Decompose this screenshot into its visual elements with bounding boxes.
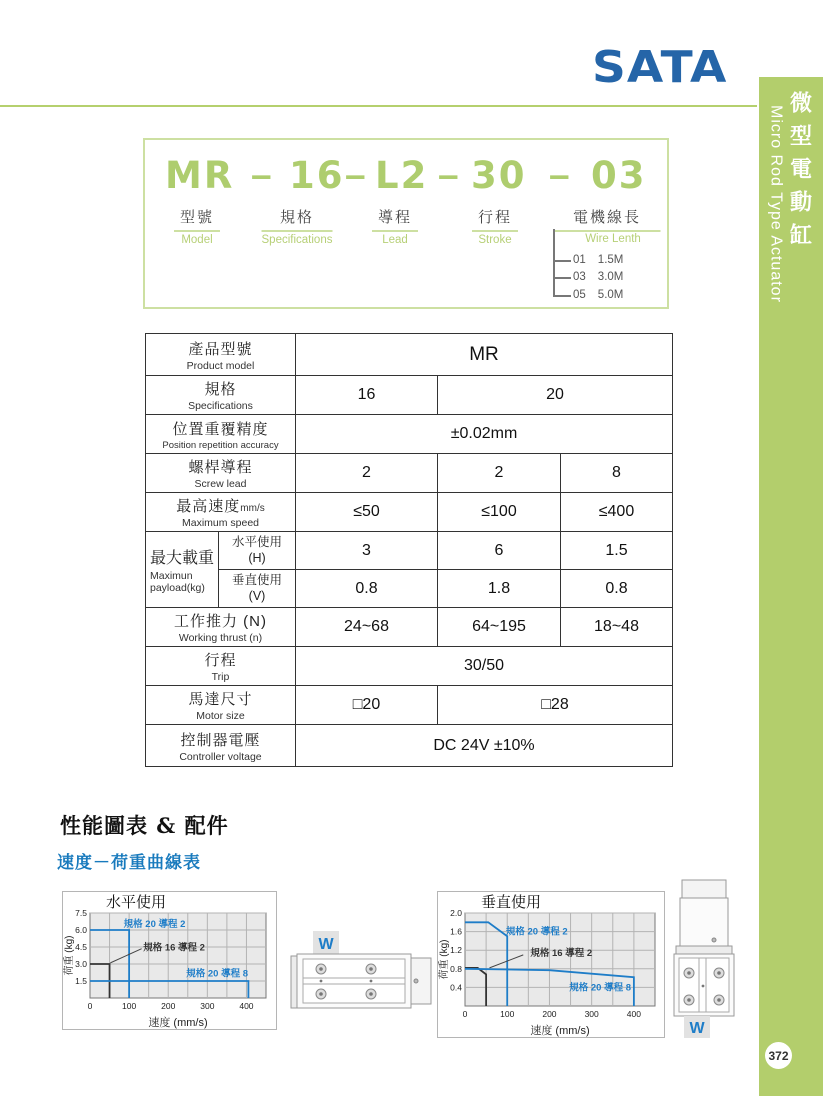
row-label: 最高速度mm/s Maximum speed (146, 493, 296, 532)
svg-text:0.4: 0.4 (450, 982, 462, 993)
model-label-wire: 電機線長 (554, 206, 661, 232)
spec-cell: MR (296, 334, 673, 376)
svg-text:3.0: 3.0 (75, 959, 87, 969)
sata-logo: SATA (592, 42, 728, 93)
svg-text:400: 400 (239, 1001, 254, 1011)
spec-cell: 64~195 (438, 608, 561, 647)
svg-text:速度 (mm/s): 速度 (mm/s) (530, 1025, 590, 1037)
table-row (146, 686, 673, 725)
spec-cell: □20 (296, 686, 438, 725)
spec-cell: □28 (438, 686, 673, 725)
svg-text:300: 300 (200, 1001, 215, 1011)
performance-heading: 性能圖表 & 配件 (60, 813, 229, 838)
table-row (146, 532, 673, 570)
category-sidebar (759, 77, 823, 1096)
spec-cell: DC 24V ±10% (296, 725, 673, 767)
svg-text:100: 100 (122, 1001, 137, 1011)
page-number-badge: 372 (765, 1042, 792, 1069)
curve-heading: 速度－荷重曲線表 (57, 853, 201, 872)
svg-text:規格 20 導程 2: 規格 20 導程 2 (505, 926, 568, 938)
wire-option: 01 1.5M (573, 254, 624, 266)
svg-text:4.5: 4.5 (75, 942, 87, 952)
spec-cell: ≤400 (561, 493, 673, 532)
svg-text:0: 0 (462, 1009, 468, 1019)
model-label-stroke: 行程 Stroke (472, 206, 518, 246)
sidebar-title (767, 91, 816, 303)
svg-text:200: 200 (161, 1001, 176, 1011)
svg-text:1.5: 1.5 (75, 976, 87, 986)
sidebar-title-en: Micro Rod Type Actuator (767, 105, 785, 303)
wire-length-label-en: Wire Lenth (585, 233, 641, 245)
vertical-actuator-drawing (666, 876, 750, 1040)
svg-text:規格 16 導程 2: 規格 16 導程 2 (143, 942, 205, 954)
row-label: 螺桿導程 Screw lead (146, 454, 296, 493)
spec-cell: ≤100 (438, 493, 561, 532)
wire-option: 03 3.0M (573, 271, 624, 283)
svg-text:規格 20 導程 8: 規格 20 導程 8 (569, 982, 632, 994)
model-code-lead: L2 (375, 154, 429, 197)
spec-cell: 1.5 (561, 532, 673, 570)
row-label: 工作推力 (N) Working thrust (n) (146, 608, 296, 647)
svg-text:1.2: 1.2 (450, 945, 462, 956)
horizontal-use-chart (62, 891, 277, 1030)
row-sublabel: 垂直使用 (V) (219, 570, 296, 608)
svg-text:荷重 (kg): 荷重 (kg) (439, 939, 450, 980)
table-row (146, 376, 673, 415)
spec-cell: 0.8 (561, 570, 673, 608)
sidebar-title-zh: 微型電動缸 (787, 91, 813, 256)
vertical-use-chart (437, 891, 665, 1038)
model-code-stroke: 30 (471, 154, 527, 197)
spec-cell: 1.8 (438, 570, 561, 608)
model-code-dash: – (251, 154, 272, 195)
table-row (146, 570, 673, 608)
svg-text:100: 100 (500, 1009, 515, 1019)
spec-cell: 2 (438, 454, 561, 493)
spec-cell: 18~48 (561, 608, 673, 647)
model-code-spec: 16 (289, 154, 345, 197)
wire-option: 05 5.0M (573, 289, 624, 301)
table-row (146, 725, 673, 767)
table-row (146, 334, 673, 376)
row-label: 控制器電壓 Controller voltage (146, 725, 296, 767)
table-row (146, 608, 673, 647)
svg-text:速度 (mm/s): 速度 (mm/s) (148, 1017, 208, 1029)
svg-text:200: 200 (542, 1009, 557, 1019)
model-label-lead: 導程 Lead (372, 206, 418, 246)
w-direction-label: W (689, 1020, 705, 1037)
row-label: 行程 Trip (146, 647, 296, 686)
model-code-dash: – (438, 154, 459, 195)
spec-table (145, 333, 673, 767)
svg-text:規格 20 導程 2: 規格 20 導程 2 (123, 918, 186, 930)
spec-cell: 2 (296, 454, 438, 493)
model-code-dash: – (549, 154, 570, 195)
table-row (146, 647, 673, 686)
svg-text:水平使用: 水平使用 (106, 894, 167, 911)
row-label: 位置重覆精度 Position repetition accuracy (146, 415, 296, 454)
svg-text:荷重 (kg): 荷重 (kg) (64, 935, 75, 976)
spec-cell: 6 (438, 532, 561, 570)
model-code-dash: – (345, 154, 366, 195)
spec-cell: 8 (561, 454, 673, 493)
model-label-spec: 規格 Specifications (262, 206, 333, 246)
svg-text:6.0: 6.0 (75, 925, 87, 935)
row-label: 規格 Specifications (146, 376, 296, 415)
spec-cell: 16 (296, 376, 438, 415)
table-row (146, 493, 673, 532)
spec-cell: ≤50 (296, 493, 438, 532)
row-label: 產品型號 Product model (146, 334, 296, 376)
table-row (146, 415, 673, 454)
svg-text:7.5: 7.5 (75, 908, 87, 918)
horizontal-actuator-drawing (285, 925, 435, 1015)
spec-cell: 3 (296, 532, 438, 570)
header-divider (0, 105, 757, 107)
svg-text:垂直使用: 垂直使用 (481, 894, 542, 911)
row-sublabel: 水平使用 (H) (219, 532, 296, 570)
spec-cell: 20 (438, 376, 673, 415)
model-code-wire: 03 (591, 154, 647, 197)
svg-text:1.6: 1.6 (450, 926, 462, 937)
spec-cell: 30/50 (296, 647, 673, 686)
row-label-group: 最大載重 Maximun payload(kg) (146, 532, 219, 608)
table-row (146, 454, 673, 493)
row-label: 馬達尺寸 Motor size (146, 686, 296, 725)
svg-text:300: 300 (584, 1009, 599, 1019)
svg-text:規格 20 導程 8: 規格 20 導程 8 (186, 968, 249, 980)
model-code-box (143, 138, 669, 309)
svg-text:2.0: 2.0 (450, 908, 462, 918)
svg-text:規格 16 導程 2: 規格 16 導程 2 (530, 947, 593, 959)
svg-text:400: 400 (626, 1009, 641, 1019)
model-label-model: 型號 Model (174, 206, 220, 246)
w-direction-label: W (318, 936, 334, 953)
spec-cell: ±0.02mm (296, 415, 673, 454)
svg-text:0.8: 0.8 (450, 963, 462, 974)
wire-options-bracket (553, 229, 555, 297)
svg-text:0: 0 (87, 1001, 93, 1011)
spec-cell: 24~68 (296, 608, 438, 647)
model-code-model: MR (165, 154, 235, 197)
spec-cell: 0.8 (296, 570, 438, 608)
